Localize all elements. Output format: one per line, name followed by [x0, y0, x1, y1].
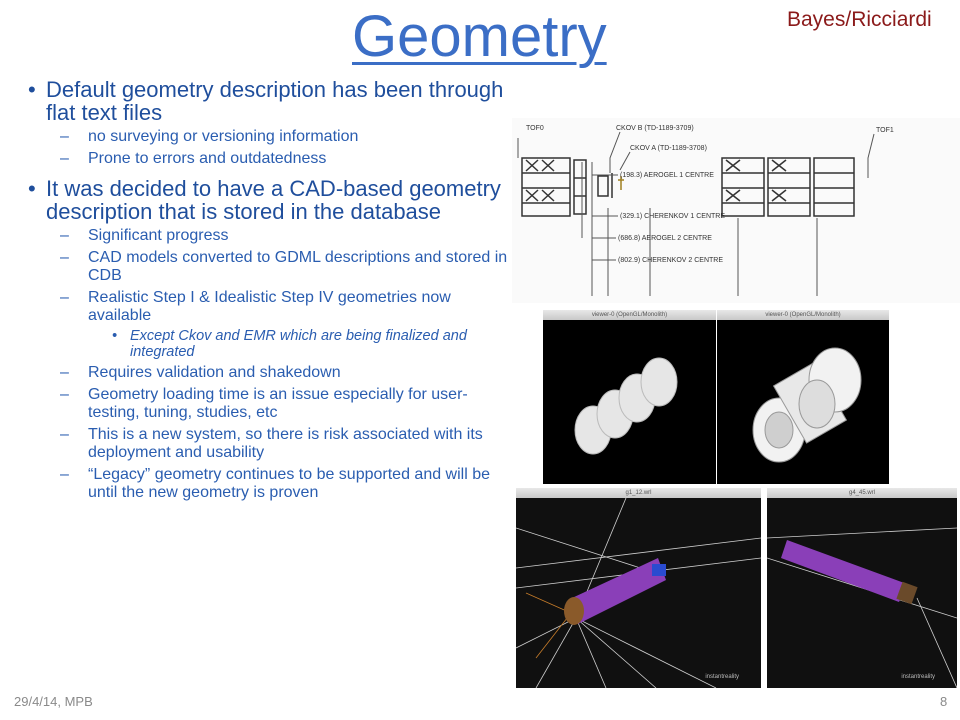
label-tof1: TOF1 [876, 127, 894, 134]
viewer-title: viewer-0 (OpenGL/Monolith) [765, 312, 841, 318]
dimension-label: (198.3) AEROGEL 1 CENTRE [620, 172, 714, 179]
sub-bullet-item: – Significant progress [60, 227, 229, 244]
sub-bullet-item: – “Legacy” geometry continues to be supported and will be until the new geometry is proven [60, 466, 491, 501]
bullet-text: CAD models converted to GDML descriptions and stored in CDB [88, 249, 508, 284]
viewer-titlebar [717, 310, 889, 320]
label-tof0: TOF0 [526, 125, 544, 132]
viewer-title: g4_45.wrl [848, 490, 875, 496]
bullet-text: It was decided to have a CAD-based geometry description that is stored in the database [46, 176, 501, 224]
bullet-list [28, 76, 518, 502]
brand-logo: instantreality [705, 674, 739, 680]
bullet-text: This is a new system, so there is risk associated with its deployment and usability [88, 426, 483, 461]
viewer-title: g1_12.wrl [625, 490, 652, 496]
beamline-render-left [516, 498, 761, 688]
viewer-titlebar [543, 310, 716, 320]
cad-drawing [512, 118, 960, 303]
sub-sub-bullet-item: • Except Ckov and EMR which are being finalized and integrated [112, 328, 467, 360]
sub-bullet-item: – Requires validation and shakedown [60, 364, 341, 381]
author-label: Bayes/Ricciardi [787, 8, 932, 31]
page-number: 8 [940, 694, 948, 709]
sub-bullet-item: – Prone to errors and outdatedness [60, 150, 327, 167]
render-window-right [767, 488, 957, 688]
bullet-text: Except Ckov and EMR which are being finalized and integrated [130, 328, 467, 360]
bullet-text: Requires validation and shakedown [88, 364, 341, 381]
sub-bullet-item: – no surveying or versioning information [60, 128, 359, 145]
viewer-window-right [717, 310, 889, 484]
bullet-text: Prone to errors and outdatedness [88, 150, 327, 167]
bullet-item: • Default geometry description has been through flat text files [28, 77, 504, 125]
dimension-label: (802.9) CHERENKOV 2 CENTRE [618, 257, 724, 264]
bullet-text: Default geometry description has been through flat text files [46, 77, 504, 125]
dimension-label: (686.8) AEROGEL 2 CENTRE [618, 235, 712, 242]
sub-bullet-item: – CAD models converted to GDML descriptions and stored in CDB [60, 249, 508, 284]
viewer-window-left [543, 310, 716, 484]
cad-drawing-image [512, 118, 960, 303]
dimension-label: (329.1) CHERENKOV 1 CENTRE [620, 213, 726, 220]
bullet-text: no surveying or versioning information [88, 128, 359, 145]
bullet-text: Geometry loading time is an issue especially for user-testing, tuning, studies, etc [88, 386, 468, 421]
viewer-title: viewer-0 (OpenGL/Monolith) [591, 312, 668, 318]
brand-logo: instantreality [901, 674, 935, 680]
sub-bullet-item: – Realistic Step I & Idealistic Step IV geometries now available [60, 289, 451, 324]
beamline-render-right [767, 498, 957, 688]
render-window-left [516, 488, 761, 688]
viewer-titlebar [767, 488, 957, 498]
bullet-text: “Legacy” geometry continues to be supported and will be until the new geometry is proven [88, 466, 491, 501]
slide-title: Geometry [352, 4, 607, 69]
viewer-titlebar [516, 488, 761, 498]
tracker-render [543, 320, 716, 484]
label-ckov-b: CKOV B (TD-1189-3709) [616, 125, 694, 132]
bullet-item: • It was decided to have a CAD-based geometry description that is stored in the database [28, 176, 501, 224]
bullet-text: Realistic Step I & Idealistic Step IV geometries now available [88, 289, 451, 324]
label-ckov-a: CKOV A (TD-1189-3708) [630, 145, 707, 152]
sub-bullet-item: – This is a new system, so there is risk associated with its deployment and usability [60, 426, 483, 461]
footer-date: 29/4/14, MPB [14, 694, 93, 709]
sub-bullet-item: – Geometry loading time is an issue especially for user-testing, tuning, studies, etc [60, 386, 468, 421]
absorber-render [717, 320, 889, 484]
bullet-text: Significant progress [88, 227, 229, 244]
